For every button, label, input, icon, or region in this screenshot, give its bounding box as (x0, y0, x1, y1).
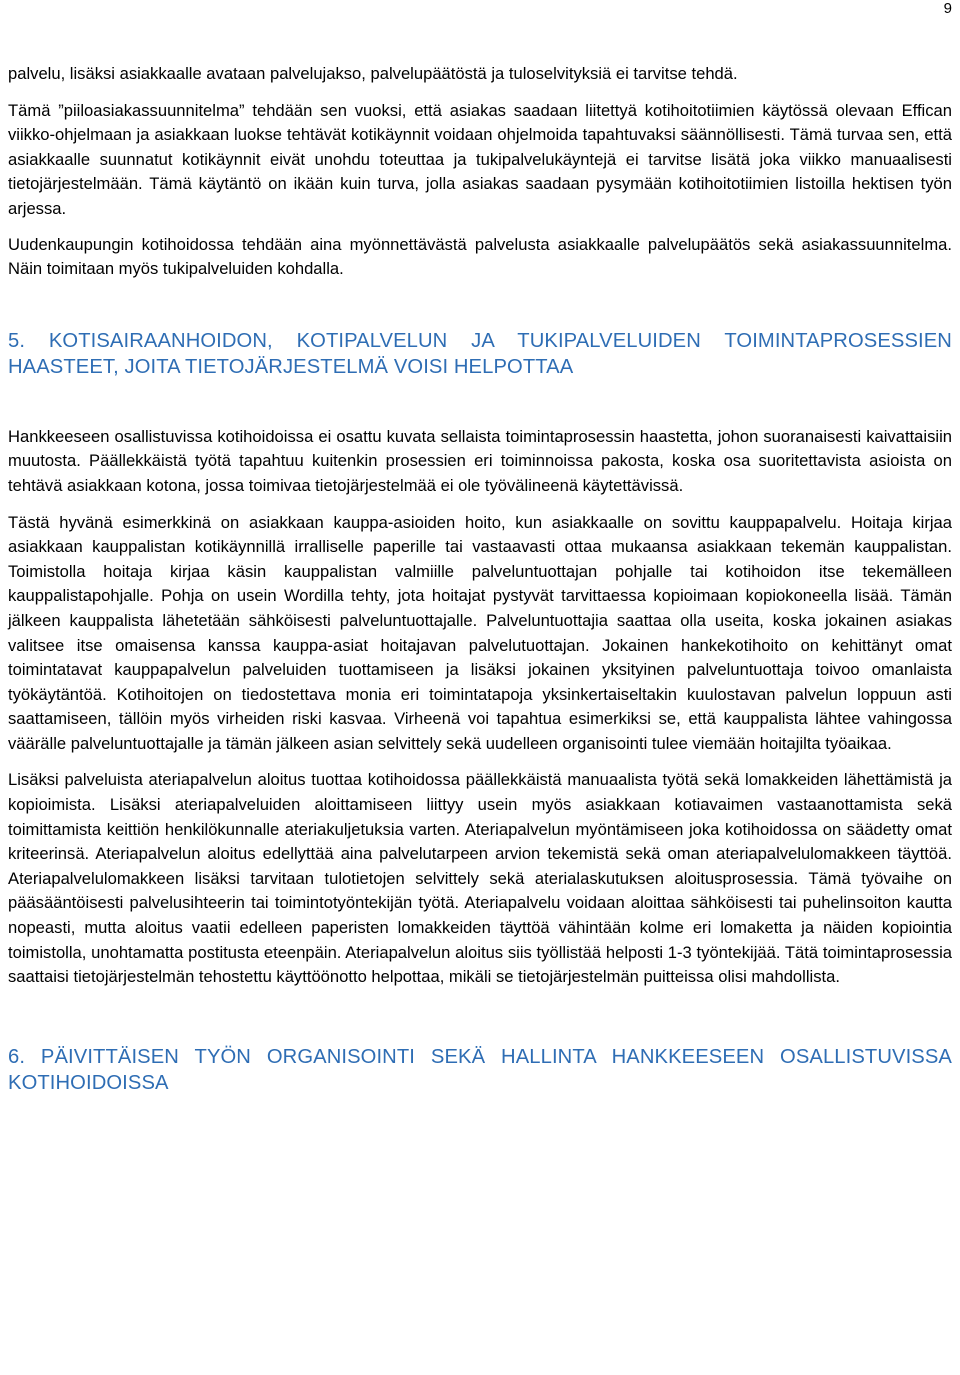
section-6-heading: 6. PÄIVITTÄISEN TYÖN ORGANISOINTI SEKÄ HALLINTA HANKKEESEEN OSALLISTUVISSA KOTIHOIDOISSA (8, 1045, 952, 1095)
section-5-paragraph-1: Hankkeeseen osallistuvissa kotihoidoissa ei osattu kuvata sellaista toimintaprosessin haastetta, johon suoranaisesti kaivattaisiin muutosta. Päällekkäistä työtä tapahtuu kuitenkin prosessien eri toiminnoissa pakosta, koska osa suoritettavista asioista on tehtävä asiakkaan kotona, jossa toimivaa tietojärjestelmää ei ole työvälineenä käytettävissä. (8, 426, 952, 495)
page-content (8, 62, 952, 1097)
paragraph-intro-1: palvelu, lisäksi asiakkaalle avataan palvelujakso, palvelupäätöstä ja tuloselvityksiä ei tarvitse tehdä. (8, 64, 738, 83)
section-5-paragraph-3: Lisäksi palveluista ateriapalvelun aloitus tuottaa kotihoidossa päällekkäistä manuaalista työtä sekä lomakkeiden lähettämistä ja kopioimista. Lisäksi ateriapalveluiden aloittamiseen liittyy usein myös asiakkaan kotiavaimen vastaanottamista sekä toimittamista keittiön henkilökunnalle ateriakuljetuksia varten. Ateriapalvelun myöntämiseen joka kotihoidossa on säädetty omat kriteerinsä. Ateriapalvelun aloitus edellyttää aina palvelutarpeen arvion tekemistä sekä oman ateriapalvelulomakkeen täyttöä. Ateriapalvelulomakkeen lisäksi tarvitaan tulotietojen selvittely sekä aterialaskutuksen aloitusprosessia. Tämä työvaihe on pääsääntöisesti palvelusihteerin tai toimintotyöntekijän työtä. Ateriapalvelu voidaan aloittaa sähköisesti tai puhelinsoiton kautta nopeasti, mutta aloitus vaatii edelleen paperisten lomakkeiden täyttöä vähintään kolme eri lomaketta ja näiden kopiointia toimistolla, unohtamatta postitusta eteenpäin. Ateriapalvelun aloitus siis työllistää helposti 1-3 työntekijää. Tätä toimintaprosessia saattaisi tietojärjestelmän tehostettu käyttöönotto helpottaa, mikäli se tietojärjestelmän puitteissa olisi mahdollista. (8, 770, 952, 987)
paragraph-intro-3: Uudenkaupungin kotihoidossa tehdään aina myönnettävästä palvelusta asiakkaalle palvelupäätös sekä asiakassuunnitelma. Näin toimitaan myös tukipalveluiden kohdalla. (8, 234, 952, 279)
paragraph-intro-2: Tämä ”piiloasiakassuunnitelma” tehdään sen vuoksi, että asiakas saadaan liitettyä kotihoitotiimien käytössä olevaan Effican viikko-ohjelmaan ja asiakkaan luokse tehtävät kotikäynnit voidaan ohjelmoida tapahtuvaksi säännöllisesti. Tämä turvaa sen, että asiakkaalle suunnatut kotikäynnit eivät unohdu toteuttaa ja tukipalvelukäyntejä ei tarvitse lisätä joka viikko manuaalisesti tietojärjestelmään. Tämä käytäntö on ikään kuin turva, jolla asiakas saadaan pysymään kotihoitotiimien listoilla hektisen työn arjessa. (8, 100, 952, 218)
page-number: 9 (943, 0, 952, 17)
section-5-paragraph-2: Tästä hyvänä esimerkkinä on asiakkaan kauppa-asioiden hoito, kun asiakkaalle on sovittu kauppapalvelu. Hoitaja kirjaa asiakkaan kauppalistan kotikäynnillä irralliselle paperille tai vastaavasti ottaa mukaansa asiakkaan tekemän kauppalistan. Toimistolla hoitaja kirjaa käsin kauppalistan valmiille palveluntuottajan pohjalle tai kotihoidon itse tekemälleen kauppalistapohjalle. Pohja on usein Wordilla tehty, jota hoitajat pystyvät tarvittaessa kopioimaan kopiokoneella lisää. Tämän jälkeen kauppalista lähetetään sähköisesti palveluntuottajalle. Palveluntuottajia saattaa olla useita, koska jokainen asiakas valitsee itse omaisensa kanssa kauppa-asiat hoitajavan palvelutuottajan. Jokainen hankekotihoito on kehittänyt omat toimintatavat kauppapalvelun palveluiden tuottamiseen ja lisäksi jokainen yksityinen palveluntuottaja toivoo omanlaista työkäytäntöä. Kotihoitojen on tiedostettava monia eri toimintatapoja yksinkertaiseltakin kuulostavan palvelun loppuun asti saattamiseen, tällöin myös virheiden riski kasvaa. Virheenä voi tapahtua esimerkiksi se, että kauppalista lähtee vahingossa väärälle palveluntuottajalle ja tämän jälkeen asian selvittely sekä uudelleen organisointi tulee viemään hoitajilta työaikaa. (8, 512, 952, 753)
section-5-heading: 5. KOTISAIRAANHOIDON, KOTIPALVELUN JA TUKIPALVELUIDEN TOIMINTAPROSESSIEN HAASTEET, JOITA TIETOJÄRJESTELMÄ VOISI HELPOTTAA (8, 329, 952, 379)
